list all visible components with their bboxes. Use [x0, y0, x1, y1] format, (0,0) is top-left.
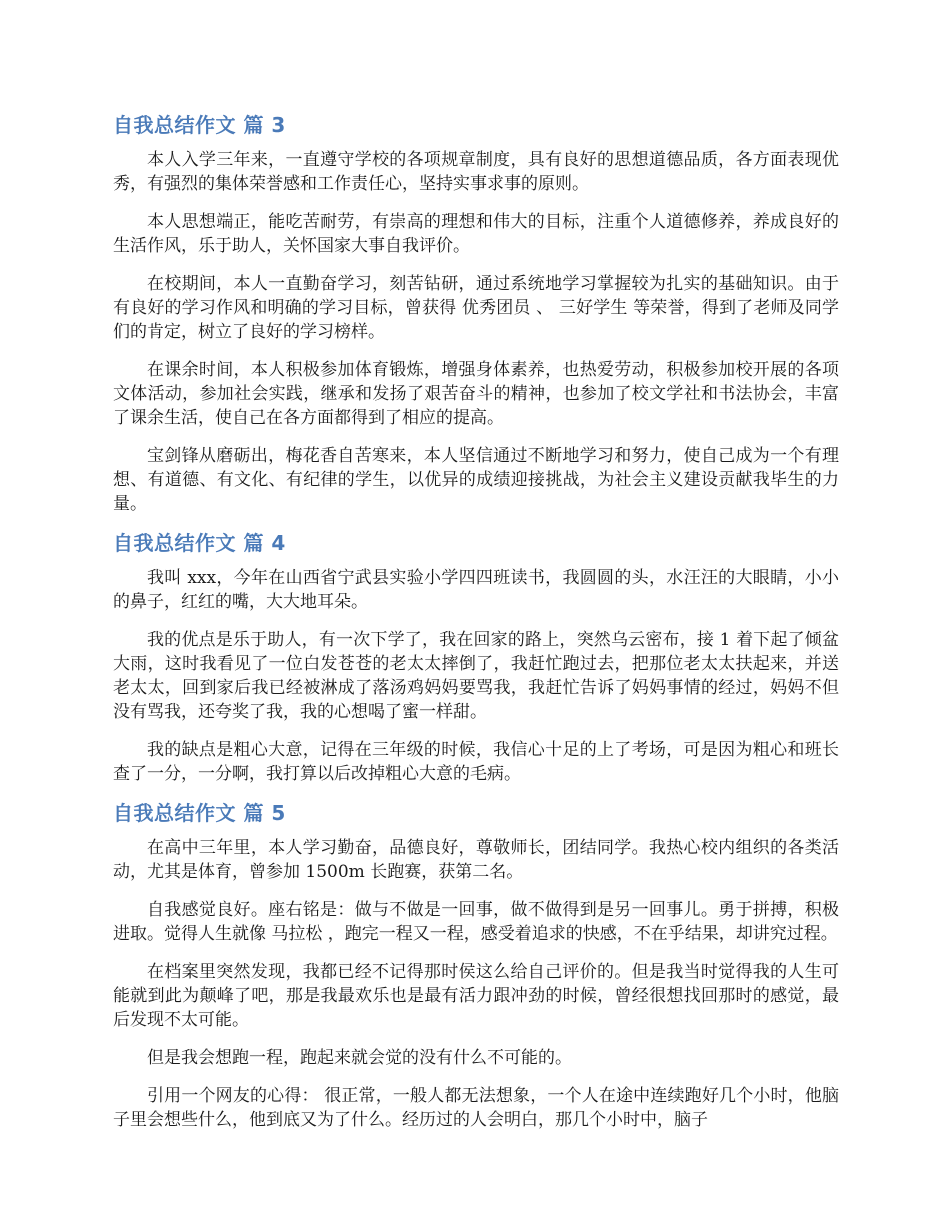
section-4 — [113, 530, 839, 786]
paragraph: 在课余时间，本人积极参加体育锻炼，增强身体素养，也热爱劳动，积极参加校开展的各项文体活动，参加社会实践，继承和发扬了艰苦奋斗的精神，也参加了校文学社和书法协会，丰富了课余生活，使自己在各方面都得到了相应的提高。 — [113, 360, 839, 428]
paragraph: 在高中三年里，本人学习勤奋，品德良好，尊敬师长，团结同学。我热心校内组织的各类活动，尤其是体育，曾参加 1500m 长跑赛，获第二名。 — [113, 838, 839, 882]
section-heading: 自我总结作文 篇 3 — [113, 113, 286, 137]
section-5 — [113, 800, 839, 1132]
paragraph: 在校期间，本人一直勤奋学习，刻苦钻研，通过系统地学习掌握较为扎实的基础知识。由于有良好的学习作风和明确的学习目标，曾获得 优秀团员 、 三好学生 等荣誉，得到了老师及同学们的肯定，树立了良好的学习榜样。 — [113, 274, 839, 342]
section-heading: 自我总结作文 篇 4 — [113, 531, 286, 555]
paragraph: 引用一个网友的心得： 很正常，一般人都无法想象，一个人在途中连续跑好几个小时，他脑子里会想些什么，他到底又为了什么。经历过的人会明白，那几个小时中，脑子 — [113, 1086, 839, 1130]
paragraph: 本人思想端正，能吃苦耐劳，有崇高的理想和伟大的目标，注重个人道德修养，养成良好的生活作风，乐于助人，关怀国家大事自我评价。 — [113, 212, 839, 256]
paragraph: 我的优点是乐于助人，有一次下学了，我在回家的路上，突然乌云密布，接 1 着下起了倾盆大雨，这时我看见了一位白发苍苍的老太太摔倒了，我赶忙跑过去，把那位老太太扶起来，并送老太太，回到家后我已经被淋成了落汤鸡妈妈要骂我，我赶忙告诉了妈妈事情的经过，妈妈不但没有骂我，还夸奖了我，我的心想喝了蜜一样甜。 — [113, 630, 839, 722]
paragraph: 但是我会想跑一程，跑起来就会觉的没有什么不可能的。 — [147, 1048, 572, 1068]
paragraph: 自我感觉良好。座右铭是：做与不做是一回事，做不做得到是另一回事儿。勇于拼搏，积极进取。觉得人生就像 马拉松 ，跑完一程又一程，感受着追求的快感，不在乎结果，却讲究过程。 — [113, 900, 839, 944]
paragraph: 我叫 xxx，今年在山西省宁武县实验小学四四班读书，我圆圆的头，水汪汪的大眼睛，小小的鼻子，红红的嘴，大大地耳朵。 — [113, 568, 839, 612]
paragraph: 宝剑锋从磨砺出，梅花香自苦寒来，本人坚信通过不断地学习和努力，使自己成为一个有理想、有道德、有文化、有纪律的学生，以优异的成绩迎接挑战，为社会主义建设贡献我毕生的力量。 — [113, 446, 839, 514]
paragraph: 本人入学三年来，一直遵守学校的各项规章制度，具有良好的思想道德品质，各方面表现优秀，有强烈的集体荣誉感和工作责任心，坚持实事求事的原则。 — [113, 150, 839, 194]
document-page — [113, 112, 839, 1146]
paragraph: 我的缺点是粗心大意，记得在三年级的时候，我信心十足的上了考场，可是因为粗心和班长查了一分，一分啊，我打算以后改掉粗心大意的毛病。 — [113, 740, 839, 784]
section-heading: 自我总结作文 篇 5 — [113, 801, 286, 825]
section-3 — [113, 112, 839, 516]
paragraph: 在档案里突然发现，我都已经不记得那时侯这么给自己评价的。但是我当时觉得我的人生可能就到此为颠峰了吧，那是我最欢乐也是最有活力跟冲劲的时候，曾经很想找回那时的感觉，最后发现不太可能。 — [113, 962, 839, 1030]
